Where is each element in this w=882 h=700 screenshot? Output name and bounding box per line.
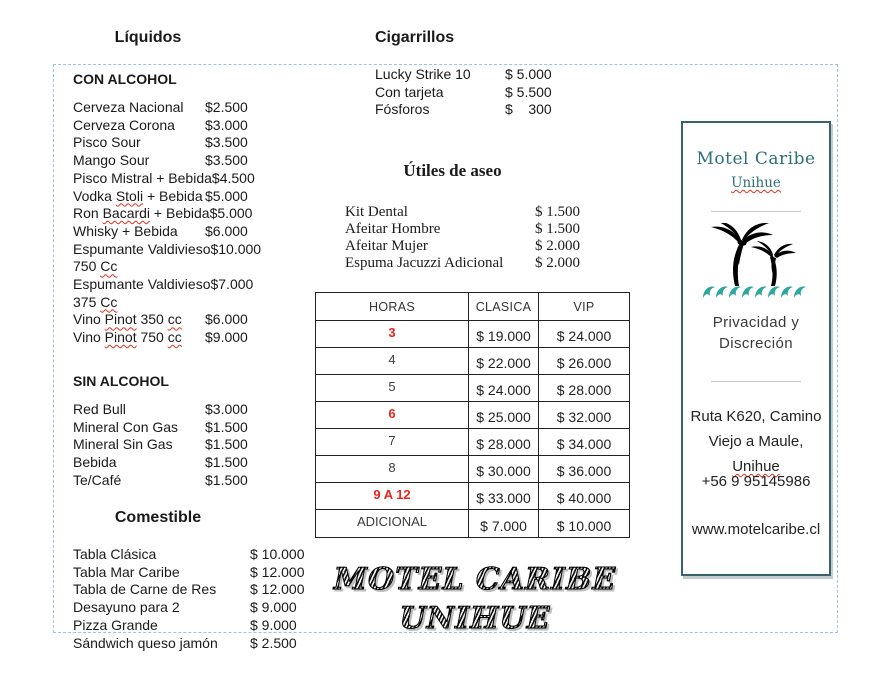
utiles-de-aseo-heading: Útiles de aseo bbox=[403, 161, 502, 180]
item-name: Afeitar Hombre bbox=[345, 221, 441, 237]
item-name: Sándwich queso jamón bbox=[73, 634, 218, 651]
list-item bbox=[73, 223, 261, 241]
misspelled-word: Pinot bbox=[104, 329, 137, 346]
table-price-cell: $ 40.000 bbox=[539, 483, 629, 510]
table-header-cell: VIP bbox=[539, 293, 629, 321]
item-price: $ 300 bbox=[505, 101, 552, 118]
list-item bbox=[375, 101, 552, 119]
table-price-cell: $ 28.000 bbox=[469, 429, 539, 456]
table-price-cell: $ 22.000 bbox=[469, 348, 539, 375]
card-divider-top bbox=[711, 211, 801, 212]
item-name: Vino Pinot 350 cc bbox=[73, 311, 182, 328]
item-price: $6.000 bbox=[205, 311, 248, 328]
item-name: Te/Café bbox=[73, 471, 122, 488]
list-item bbox=[345, 221, 580, 238]
list-item bbox=[73, 581, 305, 599]
item-name: Espuma Jacuzzi Adicional bbox=[345, 255, 504, 271]
sin-alcohol-label: SIN ALCOHOL bbox=[73, 373, 169, 389]
brand-card[interactable] bbox=[681, 121, 831, 576]
table-price-cell: $ 34.000 bbox=[539, 429, 629, 456]
list-item bbox=[73, 329, 261, 347]
item-name: Tabla Mar Caribe bbox=[73, 563, 180, 580]
table-price-cell: $ 32.000 bbox=[539, 402, 629, 429]
item-price: $3.500 bbox=[205, 134, 248, 151]
table-price-cell: $ 30.000 bbox=[469, 456, 539, 483]
item-name: 375 Cc bbox=[73, 293, 118, 310]
list-item bbox=[73, 564, 305, 582]
item-price: $6.000 bbox=[205, 222, 248, 239]
list-item bbox=[73, 311, 261, 329]
item-price: $9.000 bbox=[205, 329, 248, 346]
item-price: $3.000 bbox=[205, 116, 248, 133]
table-price-cell: $ 19.000 bbox=[469, 321, 539, 348]
cigarrillos-heading: Cigarrillos bbox=[375, 29, 455, 46]
list-item bbox=[345, 204, 580, 221]
item-price: $1.500 bbox=[205, 418, 248, 435]
item-price: $3.000 bbox=[205, 401, 248, 417]
cigarrillos-list bbox=[375, 66, 552, 119]
item-name: Mango Sour bbox=[73, 152, 150, 169]
item-name: Desayuno para 2 bbox=[73, 599, 180, 616]
con-alcohol-label: CON ALCOHOL bbox=[73, 71, 177, 87]
table-price-cell: $ 24.000 bbox=[539, 321, 629, 348]
item-price: $ 9.000 bbox=[250, 599, 297, 616]
table-header-cell: CLASICA bbox=[469, 293, 539, 321]
card-address bbox=[683, 404, 829, 479]
table-hours-cell: 7 bbox=[316, 429, 469, 456]
card-title: Motel Caribe bbox=[696, 149, 816, 169]
misspelled-word: cc bbox=[167, 311, 182, 328]
card-divider-bottom bbox=[711, 381, 801, 382]
motel-wordart-title bbox=[325, 560, 625, 638]
list-item bbox=[73, 276, 261, 294]
list-item bbox=[73, 99, 261, 117]
card-subtitle bbox=[683, 175, 829, 191]
item-price: $5.000 bbox=[205, 187, 248, 204]
item-price: $ 12.000 bbox=[250, 581, 305, 598]
item-name: Lucky Strike 10 bbox=[375, 66, 471, 82]
list-item bbox=[73, 419, 248, 437]
waves-icon bbox=[703, 287, 806, 298]
card-phone: +56 9 95145986 bbox=[701, 473, 811, 490]
item-price: $ 10.000 bbox=[250, 546, 305, 562]
hours-price-table bbox=[315, 292, 630, 538]
table-price-cell: $ 26.000 bbox=[539, 348, 629, 375]
wordart-line1: MOTEL CARIBE bbox=[333, 562, 617, 597]
item-name: Espumante Valdivieso bbox=[73, 276, 211, 293]
misspelled-word: Cc bbox=[100, 258, 118, 275]
list-item bbox=[345, 255, 580, 272]
item-name: Tabla Clásica bbox=[73, 546, 157, 562]
item-price: $ 5.500 bbox=[505, 83, 552, 100]
list-item bbox=[73, 241, 261, 259]
wordart-line2: UNIHUE bbox=[399, 601, 551, 636]
misspelled-word: Bacardi bbox=[102, 205, 151, 222]
table-price-cell: $ 28.000 bbox=[539, 375, 629, 402]
item-price: $3.500 bbox=[205, 152, 248, 169]
item-name: Espumante Valdivieso bbox=[73, 240, 211, 257]
item-price: $ 2.000 bbox=[535, 238, 580, 254]
item-name: Bebida bbox=[73, 454, 117, 471]
list-item bbox=[375, 66, 552, 84]
item-name: Afeitar Mujer bbox=[345, 238, 428, 254]
table-price-cell: $ 10.000 bbox=[556, 518, 612, 534]
table-hours-cell: 6 bbox=[316, 402, 469, 429]
list-item bbox=[73, 170, 261, 188]
table-hours-cell: 8 bbox=[316, 456, 469, 483]
list-item bbox=[73, 258, 261, 276]
item-name: Cerveza Corona bbox=[73, 116, 175, 133]
comestible-heading: Comestible bbox=[114, 509, 202, 526]
list-item bbox=[73, 152, 261, 170]
misspelled-word: Unihue bbox=[732, 458, 780, 475]
misspelled-word: Pinot bbox=[104, 311, 137, 328]
item-name: Cerveza Nacional bbox=[73, 99, 184, 115]
item-name: Pisco Sour bbox=[73, 134, 141, 151]
item-price: $ 2.500 bbox=[250, 634, 297, 651]
card-website: www.motelcaribe.cl bbox=[691, 521, 821, 538]
item-price: $10.000 bbox=[210, 240, 262, 257]
card-tagline-line1: Privacidad y bbox=[712, 314, 800, 331]
table-header-cell: HORAS bbox=[316, 293, 469, 321]
item-name: Kit Dental bbox=[345, 204, 408, 220]
list-item bbox=[73, 546, 305, 564]
table-price-cell: $ 33.000 bbox=[469, 483, 539, 510]
table-hours-cell: 4 bbox=[316, 348, 469, 375]
list-item bbox=[375, 84, 552, 102]
misspelled-word: cc bbox=[167, 329, 182, 346]
table-price-cell: $ 25.000 bbox=[469, 402, 539, 429]
item-price: $7.000 bbox=[210, 276, 254, 293]
table-price-cell: $ 7.000 bbox=[469, 510, 539, 537]
list-item bbox=[73, 436, 248, 454]
item-price: $ 5.000 bbox=[505, 66, 552, 82]
item-name: Mineral Con Gas bbox=[73, 418, 179, 435]
table-price-cell: $ 36.000 bbox=[539, 456, 629, 483]
item-price: $ 1.500 bbox=[535, 204, 580, 220]
item-name: Fósforos bbox=[375, 101, 430, 118]
list-item bbox=[73, 599, 305, 617]
liquidos-heading: Líquidos bbox=[114, 29, 182, 46]
item-name: Whisky + Bebida bbox=[73, 222, 178, 239]
list-item bbox=[73, 117, 261, 135]
table-hours-cell: 5 bbox=[316, 375, 469, 402]
item-name: Ron Bacardi + Bebida bbox=[73, 205, 210, 222]
item-name: Pisco Mistral + Bebida bbox=[73, 169, 212, 186]
item-name: Vino Pinot 750 cc bbox=[73, 329, 182, 346]
misspelled-word: Cc bbox=[100, 293, 118, 310]
list-item bbox=[73, 617, 305, 635]
item-price: $ 12.000 bbox=[250, 563, 305, 580]
misspelled-word: Unihue bbox=[731, 175, 781, 191]
table-hours-cell: 3 bbox=[316, 321, 469, 348]
list-item bbox=[73, 635, 305, 653]
item-name: Con tarjeta bbox=[375, 83, 444, 100]
table-hours-cell: ADICIONAL bbox=[316, 510, 469, 537]
card-tagline-line2: Discreción bbox=[718, 335, 794, 352]
table-price-cell: $ 24.000 bbox=[469, 375, 539, 402]
list-item bbox=[73, 472, 248, 490]
misspelled-word: Stoli bbox=[115, 187, 144, 204]
sin-alcohol-list bbox=[73, 401, 248, 490]
con-alcohol-list bbox=[73, 99, 261, 347]
card-address-line1: Ruta K620, Camino bbox=[690, 408, 822, 425]
item-price: $4.500 bbox=[211, 169, 255, 186]
list-item bbox=[73, 294, 261, 312]
list-item bbox=[73, 188, 261, 206]
item-name: Vodka Stoli + Bebida bbox=[73, 187, 203, 204]
list-item bbox=[73, 134, 261, 152]
list-item bbox=[73, 401, 248, 419]
item-name: Tabla de Carne de Res bbox=[73, 581, 217, 598]
card-address-line2: Viejo a Maule, Unihue bbox=[708, 433, 804, 475]
item-price: $1.500 bbox=[205, 454, 248, 471]
item-price: $ 1.500 bbox=[535, 221, 580, 237]
item-price: $2.500 bbox=[205, 99, 248, 115]
card-tagline bbox=[683, 312, 829, 354]
item-price: $5.000 bbox=[209, 205, 253, 222]
item-name: Red Bull bbox=[73, 401, 126, 417]
utiles-de-aseo-list bbox=[345, 204, 580, 272]
item-name: Mineral Sin Gas bbox=[73, 436, 173, 453]
item-price: $1.500 bbox=[205, 471, 248, 488]
item-name: 750 Cc bbox=[73, 258, 118, 275]
comestible-list bbox=[73, 546, 305, 652]
item-name: Pizza Grande bbox=[73, 616, 158, 633]
palm-trees-and-waves-icon bbox=[701, 223, 811, 301]
item-price: $ 2.000 bbox=[535, 255, 580, 271]
list-item bbox=[73, 454, 248, 472]
list-item bbox=[345, 238, 580, 255]
item-price: $1.500 bbox=[205, 436, 248, 453]
table-hours-cell: 9 A 12 bbox=[316, 483, 469, 510]
list-item bbox=[73, 205, 261, 223]
item-price: $ 9.000 bbox=[250, 616, 297, 633]
